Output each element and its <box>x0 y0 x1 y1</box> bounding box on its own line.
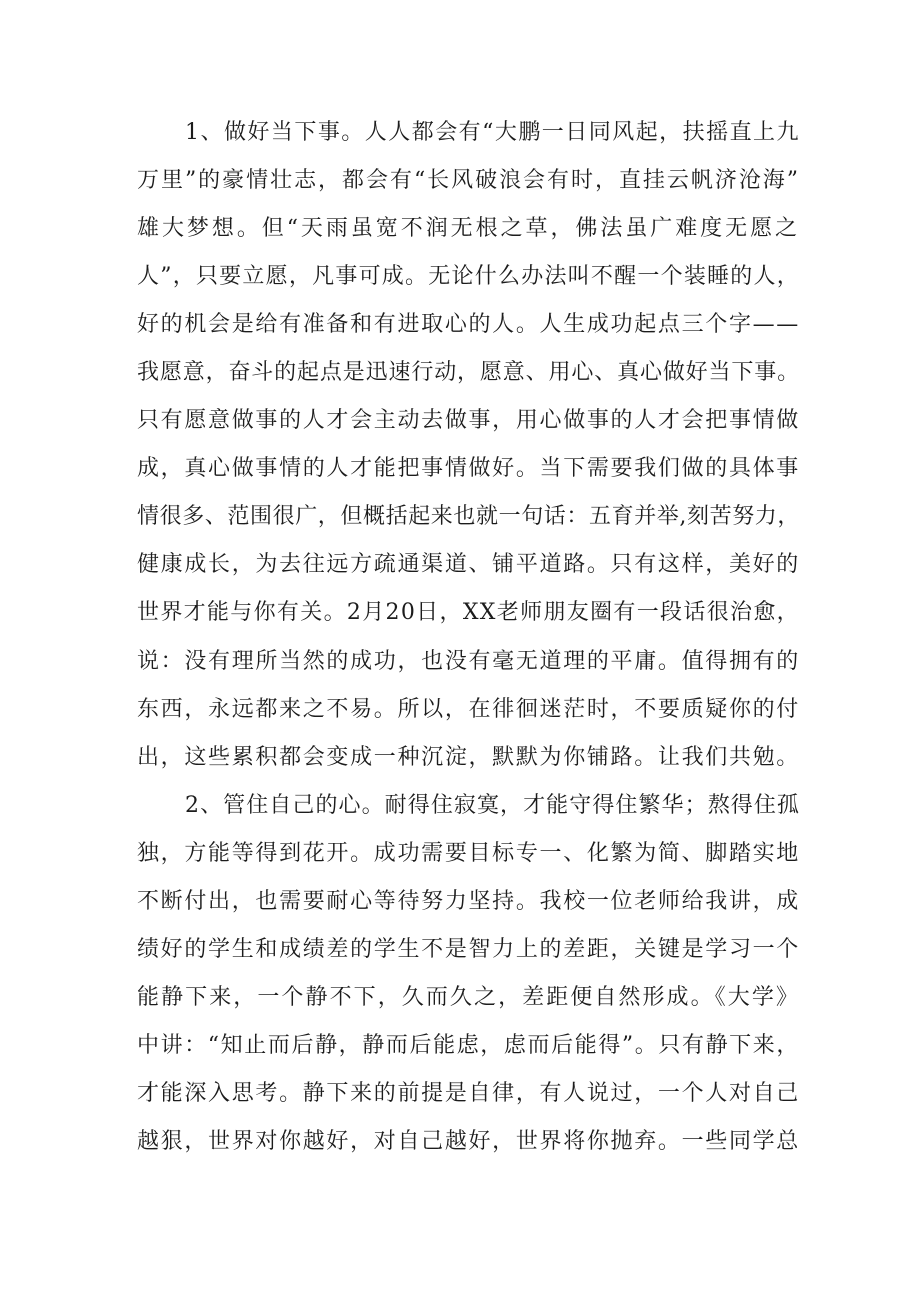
text-line: 不断付出，也需要耐心等待努力坚持。我校一位老师给我讲，成 <box>137 888 800 914</box>
text-line: 健康成长，为去往远方疏通渠道、铺平道路。只有这样，美好的 <box>137 552 800 578</box>
paragraph <box>137 109 800 782</box>
text-line: 万里”的豪情壮志，都会有“长风破浪会有时，直挂云帆济沧海” <box>137 168 800 194</box>
text-line: 好的机会是给有准备和有进取心的人。人生成功起点三个字—— <box>137 312 800 338</box>
text-line: 只有愿意做事的人才会主动去做事，用心做事的人才会把事情做 <box>137 408 800 434</box>
text-line: 成，真心做事情的人才能把事情做好。当下需要我们做的具体事 <box>137 456 800 482</box>
text-line: 世界才能与你有关。2月20日，XX老师朋友圈有一段话很治愈， <box>137 600 800 626</box>
text-line: 中讲：“知止而后静，静而后能虑，虑而后能得”。只有静下来， <box>137 1032 800 1058</box>
text-line: 能静下来，一个静不下，久而久之，差距便自然形成。《大学》 <box>137 984 800 1010</box>
text-line: 说：没有理所当然的成功，也没有毫无道理的平庸。值得拥有的 <box>137 648 800 674</box>
text-line: 雄大梦想。但“天雨虽宽不润无根之草，佛法虽广难度无愿之 <box>137 216 800 242</box>
text-line: 东西，永远都来之不易。所以，在徘徊迷茫时，不要质疑你的付 <box>137 696 800 722</box>
text-line: 我愿意，奋斗的起点是迅速行动，愿意、用心、真心做好当下事。 <box>137 360 800 386</box>
text-line: 2、管住自己的心。耐得住寂寞，才能守得住繁华；熬得住孤 <box>185 792 800 818</box>
text-line: 才能深入思考。静下来的前提是自律，有人说过，一个人对自己 <box>137 1080 800 1106</box>
text-line: 独，方能等得到花开。成功需要目标专一、化繁为简、脚踏实地 <box>137 840 800 866</box>
text-line: 绩好的学生和成绩差的学生不是智力上的差距，关键是学习一个 <box>137 936 800 962</box>
text-line: 出，这些累积都会变成一种沉淀，默默为你铺路。让我们共勉。 <box>137 744 800 770</box>
text-line: 人”，只要立愿，凡事可成。无论什么办法叫不醒一个装睡的人， <box>137 264 800 290</box>
body-text <box>137 109 800 1166</box>
text-line: 1、做好当下事。人人都会有“大鹏一日同风起，扶摇直上九 <box>185 120 800 145</box>
text-line: 越狠，世界对你越好，对自己越好，世界将你抛弃。一些同学总 <box>137 1128 800 1154</box>
text-line: 情很多、范围很广，但概括起来也就一句话：五育并举,刻苦努力， <box>137 504 800 530</box>
paragraph <box>137 782 800 1166</box>
